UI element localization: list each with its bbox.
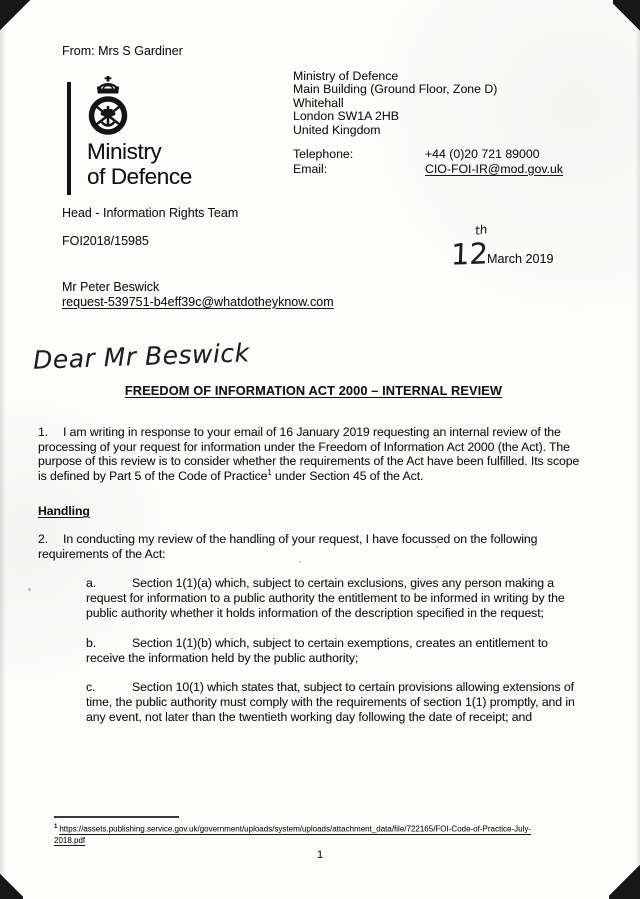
sender-title: Head - Information Rights Team [62,206,239,220]
footnote [54,822,620,846]
mod-logo-bar [67,82,71,195]
scan-corner-mark-bottom-left [0,872,23,899]
recipient-email-link[interactable]: request-539751-b4eff39c@whatdotheyknow.com [62,294,334,309]
footnote-url-line2[interactable]: 2018.pdf [54,835,86,845]
letter-body [38,384,589,725]
address-line: Main Building (Ground Floor, Zone D) [293,82,498,97]
paragraph-2 [38,532,589,562]
from-line: From: Mrs S Gardiner [62,44,183,58]
mod-crown-crest-icon [86,76,130,140]
scan-corner-mark-top-left [0,0,30,30]
paragraph-1-text: I am writing in response to your email of 16 January 2019 requesting an internal review of the processing of your request for information under the Freedom of Information Act 2000 (the Act). The purpose of this review is to consider whether the requirements of the Act have been fulfilled. Its scope is defined by Part 5 of the Code of Practice [38,424,580,484]
paragraph-1 [38,425,589,484]
telephone-value: +44 (0)20 721 89000 [425,147,540,161]
telephone-label: Telephone: [293,147,354,161]
scan-speck [28,588,31,591]
address-line: Whitehall [293,95,344,110]
scan-edge-artifact-left [0,0,6,899]
item-label: a. [86,576,97,591]
paragraph-1-text-after: under Section 45 of the Act. [271,469,424,484]
mod-logo-name-line1: Ministry [87,139,162,164]
address-block [293,70,497,137]
section-heading-handling: Handling [38,503,90,518]
list-item-a [86,576,589,620]
date-ordinal-handwritten: th [474,222,489,238]
footnote-number: 1 [54,824,58,830]
address-line: United Kingdom [293,122,381,137]
footnote-url-line1[interactable]: https://assets.publishing.service.gov.uk/government/uploads/system/uploads/attachment_data/file/722165/FOI-Code-of-Practice-July- [59,824,531,834]
item-text: Section 1(1)(b) which, subject to certain exemptions, creates an entitlement to receive the information held by the public authority; [86,635,548,665]
email-label: Email: [293,161,328,176]
item-text: Section 10(1) which states that, subject to certain provisions allowing extensions of time, the public authority must comply with the requirements of section 1(1) promptly, and in any event, not later than the twentieth working day following the date of receipt; and [86,680,575,724]
address-line: Ministry of Defence [293,69,399,83]
recipient-name: Mr Peter Beswick [62,280,160,294]
email-link[interactable]: CIO-FOI-IR@mod.gov.uk [425,161,563,176]
scan-edge-artifact-right [635,0,640,899]
scan-corner-mark-bottom-right [609,862,640,899]
paragraph-2-text: In conducting my review of the handling of your request, I have focussed on the following requirements of the Act: [38,531,538,561]
contact-block [293,147,563,176]
paragraph-number: 2. [38,531,49,546]
list-item-b [86,636,589,666]
page-number: 1 [316,849,324,861]
footnote-rule [54,816,179,818]
mod-logo-name-line2: of Defence [87,164,192,189]
salutation-handwritten: Dear Mr Beswick [32,338,251,375]
date-month-year: March 2019 [487,252,554,266]
list-item-c [86,680,589,724]
scan-corner-mark-top-right [613,0,640,34]
item-text: Section 1(1)(a) which, subject to certain exclusions, gives any person making a request for information to a public authority the entitlement to be informed in writing by the public authority whether it holds information of the description specified in the request; [86,576,565,620]
item-label: c. [86,680,96,695]
mod-logo-name [87,139,192,189]
paragraph-number: 1. [38,424,49,439]
footnote-marker: 1 [267,468,272,478]
foi-reference: FOI2018/15985 [62,234,149,248]
item-label: b. [86,635,97,650]
recipient-block [62,280,334,309]
letter-title: FREEDOM OF INFORMATION ACT 2000 – INTERNAL REVIEW [124,383,503,398]
date-day-handwritten: 12 [450,236,489,272]
address-line: London SW1A 2HB [293,109,399,124]
